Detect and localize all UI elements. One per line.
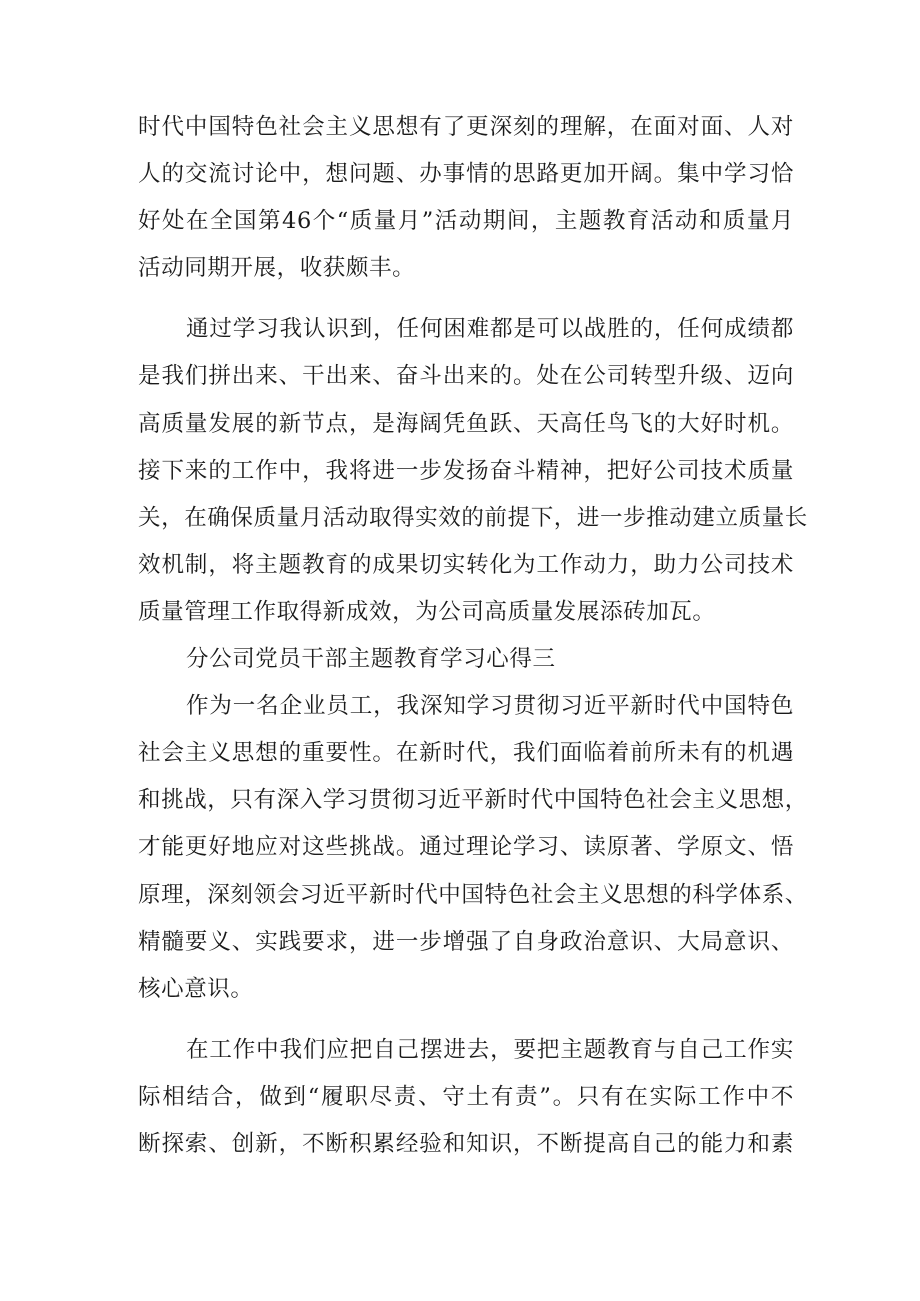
paragraph-line: 精髓要义、实践要求，进一步增强了自身政治意识、大局意识、	[138, 928, 794, 955]
paragraph-line: 核心意识。	[138, 975, 254, 1002]
paragraph-5	[138, 1027, 794, 1168]
paragraph-1	[138, 104, 794, 292]
paragraph-line: 和挑战，只有深入学习贯彻习近平新时代中国特色社会主义思想，	[138, 787, 808, 814]
paragraph-line: 是我们拼出来、干出来、奋斗出来的。处在公司转型升级、迈向	[138, 363, 794, 390]
paragraph-line: 通过学习我认识到，任何困难都是可以战胜的，任何成绩都	[186, 316, 794, 343]
paragraph-line: 活动同期开展，收获颇丰。	[138, 255, 416, 282]
paragraph-line: 原理，深刻领会习近平新时代中国特色社会主义思想的科学体系、	[138, 881, 808, 908]
paragraph-line: 作为一名企业员工，我深知学习贯彻习近平新时代中国特色	[186, 693, 794, 720]
paragraph-line: 人的交流讨论中，想问题、办事情的思路更加开阔。集中学习恰	[138, 161, 794, 188]
paragraph-gap	[138, 1013, 794, 1027]
paragraph-line: 才能更好地应对这些挑战。通过理论学习、读原著、学原文、悟	[138, 834, 794, 861]
paragraph-line: 断探索、创新，不断积累经验和知识，不断提高自己的能力和素	[138, 1130, 794, 1157]
paragraph-2	[138, 306, 808, 636]
section-heading	[138, 636, 794, 683]
paragraph-line: 际相结合，做到“履职尽责、守土有责”。只有在实际工作中不	[138, 1083, 794, 1110]
paragraph-line: 关，在确保质量月活动取得实效的前提下，进一步推动建立质量长	[138, 504, 808, 531]
paragraph-line: 好处在全国第46个“质量月”活动期间，主题教育活动和质量月	[138, 208, 794, 235]
paragraph-line: 接下来的工作中，我将进一步发扬奋斗精神，把好公司技术质量	[138, 457, 794, 484]
paragraph-4	[138, 683, 808, 1013]
paragraph-line: 效机制，将主题教育的成果切实转化为工作动力，助力公司技术	[138, 551, 794, 578]
document-body	[138, 104, 808, 1168]
section-heading-text: 分公司党员干部主题教育学习心得三	[186, 646, 556, 673]
paragraph-gap	[138, 292, 794, 306]
paragraph-line: 质量管理工作取得新成效，为公司高质量发展添砖加瓦。	[138, 598, 716, 625]
paragraph-line: 社会主义思想的重要性。在新时代，我们面临着前所未有的机遇	[138, 740, 794, 767]
paragraph-line: 时代中国特色社会主义思想有了更深刻的理解，在面对面、人对	[138, 114, 794, 140]
paragraph-line: 在工作中我们应把自己摆进去，要把主题教育与自己工作实	[186, 1036, 794, 1063]
paragraph-line: 高质量发展的新节点，是海阔凭鱼跃、天高任鸟飞的大好时机。	[138, 410, 794, 437]
